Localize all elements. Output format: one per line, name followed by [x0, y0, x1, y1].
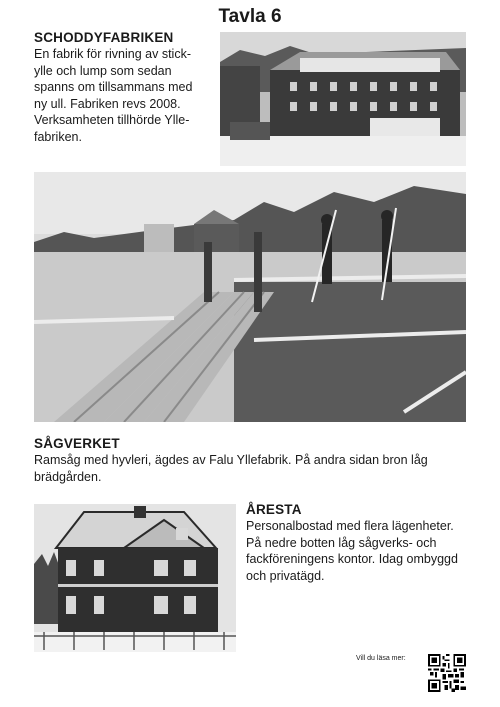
photo-sagverket	[34, 172, 466, 422]
section-body-aresta	[246, 518, 466, 584]
body-line: ylle och lump som sedan	[34, 63, 172, 78]
section-heading-schoddyfabriken: SCHODDYFABRIKEN	[34, 30, 174, 45]
qr-label: Vill du läsa mer:	[356, 655, 406, 662]
body-line: En fabrik för rivning av stick-	[34, 47, 191, 61]
section-heading-aresta: ÅRESTA	[246, 502, 302, 517]
photo-aresta	[34, 504, 236, 652]
body-line: På nedre botten låg sågverks- och	[246, 535, 437, 550]
body-line: spanns om tillsammans med	[34, 80, 193, 94]
body-line: Personalbostad med flera lägenheter.	[246, 519, 454, 533]
body-line: och privatägd.	[246, 568, 325, 583]
body-line: fackföreningens kontor. Idag ombyggd	[246, 552, 458, 566]
body-line: brädgården.	[34, 469, 102, 484]
section-body-schoddyfabriken	[34, 46, 224, 145]
qr-code-icon[interactable]	[428, 654, 466, 692]
section-body-sagverket	[34, 452, 466, 485]
body-line: Verksamheten tillhörde Ylle-	[34, 113, 190, 127]
photo-schoddyfabriken	[220, 32, 466, 166]
body-line: ny ull. Fabriken revs 2008.	[34, 96, 181, 111]
body-line: fabriken.	[34, 129, 82, 144]
page-title: Tavla 6	[218, 6, 282, 27]
body-line: Ramsåg med hyvleri, ägdes av Falu Yllefabrik. På andra sidan bron låg	[34, 453, 428, 467]
section-heading-sagverket: SÅGVERKET	[34, 436, 120, 451]
